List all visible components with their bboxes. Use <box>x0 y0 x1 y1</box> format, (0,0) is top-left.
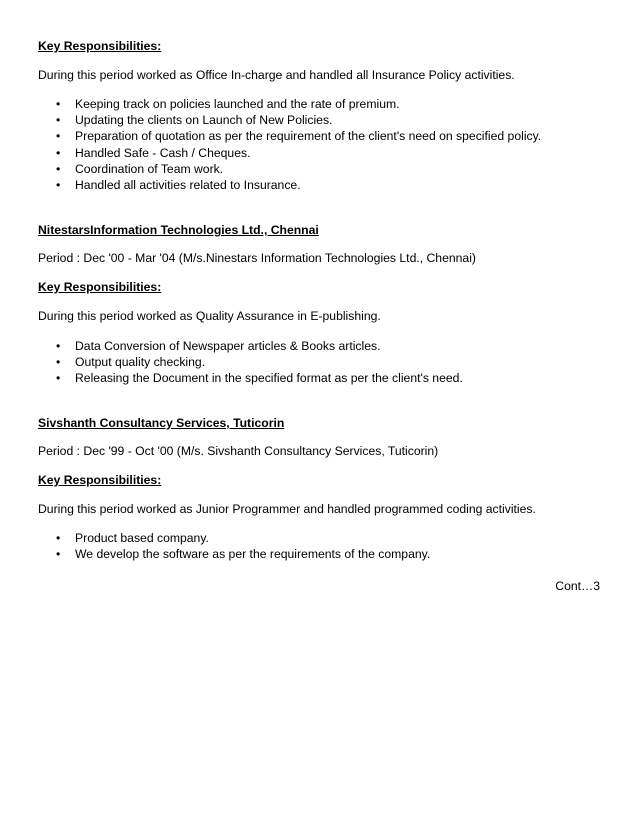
company-heading: NitestarsInformation Technologies Ltd., Chennai <box>38 223 319 237</box>
bullet-icon: • <box>56 355 61 370</box>
job-period: Period : Dec '00 - Mar '04 (M/s.Ninestars Information Technologies Ltd., Chennai) <box>38 251 476 265</box>
list-item: • Data Conversion of Newspaper articles & Books articles. <box>56 339 381 353</box>
bullet-icon: • <box>56 177 61 192</box>
job-period: Period : Dec '99 - Oct '00 (M/s. Sivshanth Consultancy Services, Tuticorin) <box>38 444 439 458</box>
continued-page-marker: Cont…3 <box>555 579 600 593</box>
bullet-icon: • <box>56 339 61 353</box>
job-intro: During this period worked as Office In-charge and handled all Insurance Policy activities. <box>38 68 515 82</box>
list-item: • Handled Safe - Cash / Cheques. <box>56 145 251 160</box>
company-heading: Sivshanth Consultancy Services, Tuticorin <box>38 416 285 430</box>
bullet-icon: • <box>56 97 61 111</box>
responsibilities-list <box>38 530 430 562</box>
list-item: • Handled all activities related to Insurance. <box>56 177 301 192</box>
list-item: • Releasing the Document in the specified format as per the client's need. <box>56 371 463 386</box>
list-item: • Keeping track on policies launched and the rate of premium. <box>56 97 400 111</box>
key-responsibilities-heading: Key Responsibilities: <box>38 473 162 487</box>
bullet-icon: • <box>56 129 61 144</box>
responsibilities-list <box>38 338 463 387</box>
job-intro: During this period worked as Quality Assurance in E-publishing. <box>38 309 381 323</box>
list-item: • We develop the software as per the requirements of the company. <box>56 547 431 562</box>
bullet-icon: • <box>56 531 61 545</box>
bullet-icon: • <box>56 161 61 176</box>
key-responsibilities-heading: Key Responsibilities: <box>38 39 162 53</box>
list-item: • Updating the clients on Launch of New Policies. <box>56 113 333 128</box>
list-item: • Output quality checking. <box>56 355 206 370</box>
list-item: • Product based company. <box>56 531 209 545</box>
bullet-icon: • <box>56 113 61 128</box>
list-item: • Preparation of quotation as per the requirement of the client's need on specified policy. <box>56 129 542 144</box>
list-item: • Coordination of Team work. <box>56 161 224 176</box>
bullet-icon: • <box>56 371 61 386</box>
bullet-icon: • <box>56 145 61 160</box>
responsibilities-list <box>38 96 541 193</box>
key-responsibilities-heading: Key Responsibilities: <box>38 280 162 294</box>
bullet-icon: • <box>56 547 61 562</box>
job-intro: During this period worked as Junior Programmer and handled programmed coding activities. <box>38 502 536 516</box>
